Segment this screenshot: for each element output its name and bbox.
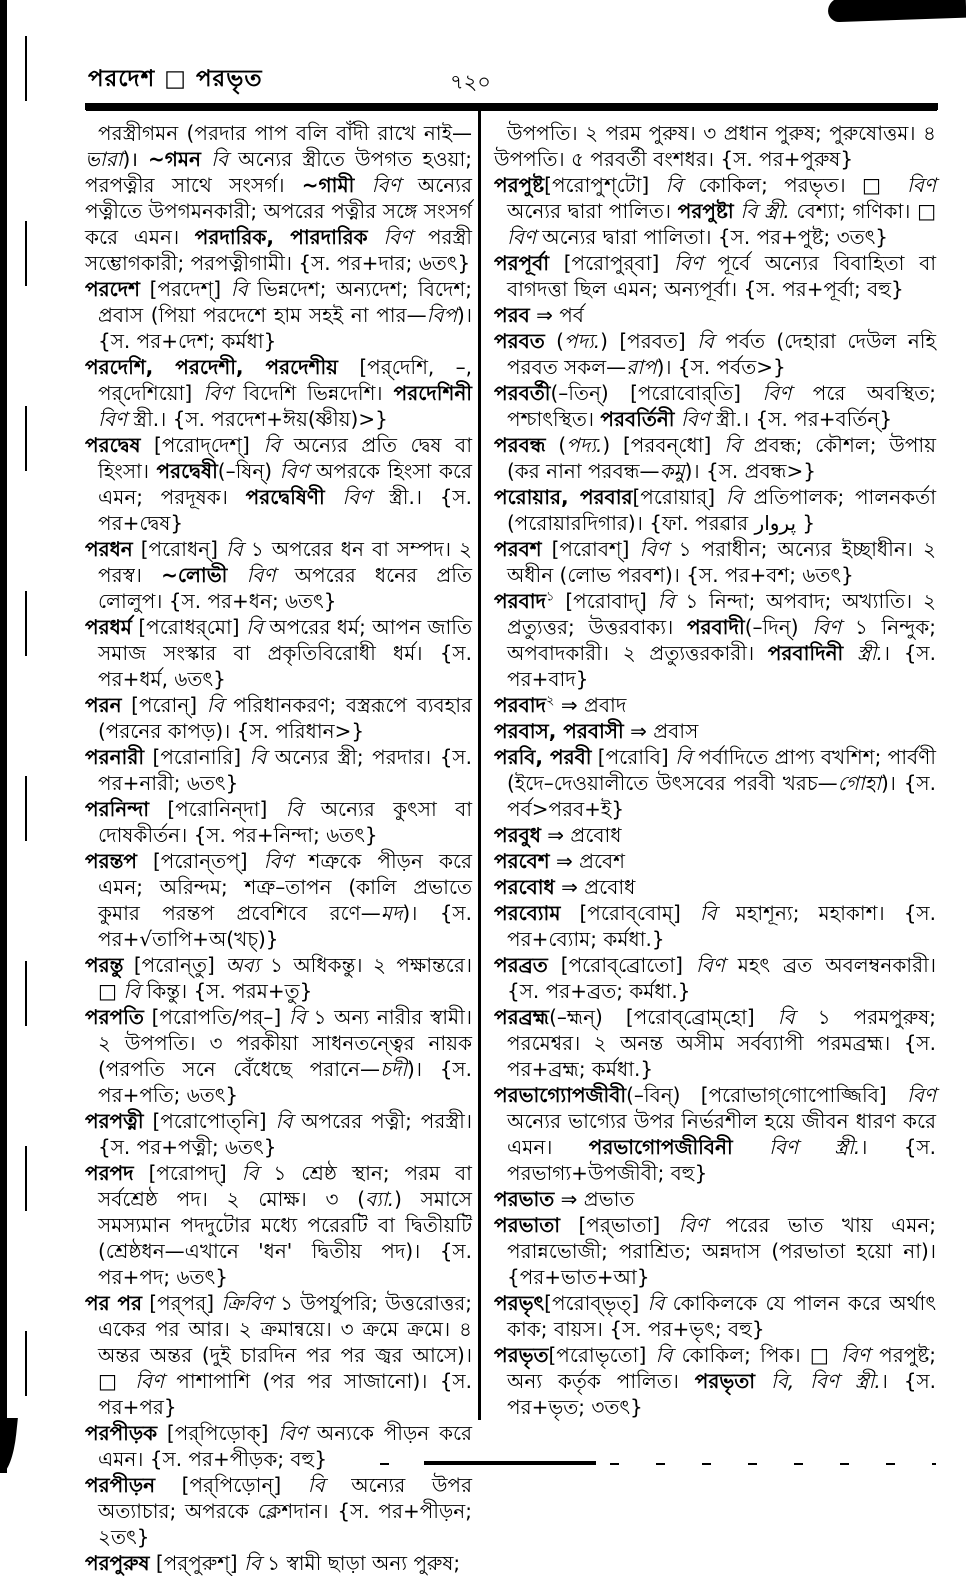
headword: পরভাতা [494, 1213, 561, 1237]
label-text: কমু [659, 459, 685, 483]
label-text: বিণ [278, 1421, 308, 1445]
headword: পরভৃতা [694, 1369, 756, 1393]
label-text: গোহা [837, 771, 881, 795]
dictionary-entry: পরপত্নী [পরোপোত্‌নি] বি অপরের পত্নী; পরস্ত্রী। {স. পর+পত্নী; ৬তৎ} [85, 1109, 472, 1159]
label-text: স্ত্রী. [763, 199, 790, 223]
label-text: বিণ [383, 225, 413, 249]
label-text: রাপ [626, 355, 657, 379]
headword: পরভাত [494, 1187, 555, 1211]
guide-words: পরদেশ □ পরভৃত [88, 66, 263, 92]
headword: পরব্রহ্ম [494, 1005, 550, 1029]
label-text: বি [740, 199, 758, 223]
label-text: বিণ [507, 225, 536, 249]
label-text: বি [307, 1473, 325, 1497]
label-text: বিণ [342, 485, 372, 509]
label-text: বিণ [135, 1369, 165, 1393]
dictionary-entry: পরধন [পরোধন্] বি ১ অপরের ধন বা সম্পদ। ২ পরস্ব। ~লোভী বিণ অপরের ধনের প্রতি লোলুপ। {স. পর+ধন; ৬তৎ} [85, 537, 472, 613]
headword: পর পর [85, 1291, 143, 1315]
headword: পরবি, পরবী [494, 745, 592, 769]
label-text: বিপ [426, 303, 458, 327]
dictionary-entry: পরোয়ার, পরবার[পরোয়ার্] বি প্রতিপালক; পালনকর্তা (পরোয়ারদিগার)। {ফা. পরৱার پروار } [494, 485, 936, 535]
headword: পরপতি [85, 1005, 144, 1029]
dictionary-entry: পরন্তপ [পরোন্‌তপ্] বিণ শত্রুকে পীড়ন করে এমন; অরিন্দম; শত্রু–তাপন (কালি প্রভাতে কুমার পরন্তপ প্রবেশিবে রণে—মদ)। {স. পর+√তাপি+অ(খচ্)} [85, 849, 472, 951]
entry-continuation: পরস্ত্রীগমন (পরদার পাপ বলি বাঁদী রাখে নাই—ভারা)। ~গমন বি অন্যের স্ত্রীতে উপগত হওয়া; পরপত্নীর সাথে সংসর্গ। ~গামী বিণ অন্যের পত্নীতে উপগমনকারী; অপরের পত্নীর সঙ্গে সংসর্গ করে এমন। পরদারিক, পারদারিক বিণ পরস্ত্রী সম্ভোগকারী; পরপত্নীগামী। {স. পর+দার; ৬তৎ} [85, 121, 473, 275]
homograph-superscript: ২ [546, 693, 555, 709]
label-text: বি [246, 615, 263, 639]
headword: পরব [494, 303, 530, 327]
headword: পরবর্তী [494, 381, 551, 405]
dictionary-entry: পরবন্ধ (পদ্য.) [পরবন্‌ধো] বি প্রবন্ধ; কৌশল; উপায় (কর নানা পরবন্ধ—কমু)। {স. প্রবন্ধ>} [494, 433, 936, 483]
headword: পরপত্নী [85, 1109, 144, 1133]
dictionary-entry: পরব্রহ্ম(–হ্মন্) [পরোব্‌ব্রোম্‌হো] বি ১ পরমপুরুষ; পরমেশ্বর। ২ অনন্ত অসীম সর্বব্যাপী পরমব্রহ্ম। {স. পর+ব্রহ্ম; কর্মধা.} [494, 1005, 936, 1081]
headword: ~গামী [301, 173, 355, 197]
label-text: বি [697, 329, 714, 353]
dictionary-entry: পরদেশি, পরদেশী, পরদেশীয় [পর্‌দেশি, –, পর্‌দেশিয়ো] বিণ বিদেশি ভিন্নদেশি। পরদেশিনী বিণ স্ত্রী.। {স. পরদেশ+ঈয়(ষ্ণীয়)>} [85, 355, 472, 431]
label-text: বি, বিণ [770, 1369, 839, 1393]
headword: পরন্তু [85, 953, 124, 977]
headword: পরদ্বেষী [156, 459, 218, 483]
dictionary-entry: পরপুরুষ [পর্‌পুরুশ্] বি ১ স্বামী ছাড়া অন্য পুরুষ; [85, 1551, 461, 1575]
label-text: বিণ [673, 251, 703, 275]
label-text: বিণ [639, 537, 669, 561]
dictionary-entry: পরবেশ ⇒ প্রবেশ [494, 849, 625, 873]
headword: পরদ্বেষ [85, 433, 141, 457]
headword: পরপদ [85, 1161, 134, 1185]
dictionary-entry: পরধর্ম [পরোধর্‌মো] বি অপরের ধর্ম; আপন জাতি সমাজ সংস্কার বা প্রকৃতিবিরোধী ধর্ম। {স. পর+ধর্ম, ৬তৎ} [85, 615, 473, 691]
label-text: বিণ [279, 459, 309, 483]
label-text: বি [724, 433, 741, 457]
dictionary-entry: পর পর [পর্‌পর্] ক্রিবিণ ১ উপর্যুপরি; উত্তরোত্তর; একের পর আর। ২ ক্রমান্বয়ে। ৩ ক্রমে ক্রমে। ৪ অন্তর অন্তর (দুই চারদিন পর পর জ্বর আসে)। □ বিণ পাশাপাশি (পর পর সাজানো)। {স. পর+পর} [85, 1291, 472, 1419]
label-text: বিণ [203, 381, 233, 405]
headword: পরপূর্বা [494, 251, 550, 275]
headword: পরপুষ্টা [677, 199, 734, 223]
running-head [88, 60, 938, 100]
label-text: বি [206, 693, 224, 717]
headword: পরবুধ [494, 823, 541, 847]
label-text: বি [243, 1551, 261, 1575]
dictionary-entry: পরপীড়ন [পর্‌পিড়োন্] বি অন্যের উপর অত্যাচার; অপরকে ক্লেশদান। {স. পর+পীড়ন; ২তৎ} [85, 1473, 473, 1549]
headword: পরন [85, 693, 122, 717]
headword: পরন্তপ [85, 849, 137, 873]
header-rule [85, 103, 938, 110]
label-text: ভারা [85, 147, 123, 171]
label-text: বিণ [678, 1213, 708, 1237]
dictionary-entry: পরবাস, পরবাসী ⇒ প্রবাস [494, 719, 699, 743]
headword: পরবাদী [686, 615, 745, 639]
dictionary-entry: পরব ⇒ পর্ব [494, 303, 584, 327]
label-text: স্ত্রী. [834, 1135, 861, 1159]
headword: পরব্যোম [494, 901, 561, 925]
dictionary-entry: পরদেশ [পরদেশ্] বি ভিন্নদেশ; অন্যদেশ; বিদেশ; প্রবাস (পিয়া পরদেশে হাম সহই না পার—বিপ)। {স. পর+দেশ; কর্মধা} [85, 277, 472, 353]
label-text: বি [211, 147, 228, 171]
label-text: ক্রিবিণ [221, 1291, 273, 1315]
dictionary-entry: পরদ্বেষ [পরোদ্‌দেশ্] বি অন্যের প্রতি দ্বেষ বা হিংসা। পরদ্বেষী(–ষিন্) বিণ অপরকে হিংসা করে এমন; পরদূষক। পরদ্বেষিণী বিণ স্ত্রী.। {স. পর+দ্বেষ} [85, 433, 472, 535]
label-text: বি [665, 173, 683, 197]
label-text: বি [699, 901, 717, 925]
label-text: স্ত্রী. [854, 1369, 881, 1393]
headword: পরবত [494, 329, 545, 353]
dictionary-entry: পরবুধ ⇒ প্রবোধ [494, 823, 622, 847]
label-text: ব্যা. [365, 1187, 395, 1211]
headword: ~লোভী [161, 563, 228, 587]
label-text: বি [288, 1005, 306, 1029]
headword: পরবর্তিনী [600, 407, 675, 431]
dictionary-entry: পরবর্তী(–তিন্) [পরোবোর্‌তি] বিণ পরে অবস্থিত; পশ্চাৎস্থিত। পরবর্তিনী বিণ স্ত্রী.। {স. পর+বর্তিন্} [494, 381, 936, 431]
column-divider [478, 110, 481, 1420]
headword: পরদেশ [85, 277, 140, 301]
binding-shadow-artifact [0, 0, 7, 1473]
dictionary-entry: পরবোধ ⇒ প্রবোধ [494, 875, 636, 899]
label-text: বিণ [812, 615, 842, 639]
dictionary-entry: পরপূর্বা [পরোপুর্‌বা] বিণ পূর্বে অন্যের বিবাহিতা বা বাগদত্তা ছিল এমন; অন্যপূর্বা। {স. পর+পূর্বা; বহু} [494, 251, 936, 301]
headword: পরনারী [85, 745, 145, 769]
label-text: বি [777, 1005, 795, 1029]
label-text: বিণ [98, 407, 127, 431]
headword: পরভাগোপজীবিনী [588, 1135, 733, 1159]
label-text: পদ্য. [563, 329, 601, 353]
entry-continuation: উপপতি। ২ পরম পুরুষ। ৩ প্রধান পুরুষ; পুরুষোত্তম। ৪ উপপতি। ৫ পরবর্তী বংশধর। {স. পর+পুরুষ} [494, 121, 936, 171]
left-column [85, 120, 473, 1575]
dictionary-entry: পরভাতা [পর্‌ভাতা] বিণ পরের ভাত খায় এমন; পরান্নভোজী; পরাশ্রিত; অন্নদাস (পরভাতা হয়ো না)। {পর+ভাত+আ} [494, 1213, 936, 1289]
dictionary-entry: পরপতি [পরোপতি/পর্‌–] বি ১ অন্য নারীর স্বামী। ২ উপপতি। ৩ পরকীয়া সাধনতন্ত্বের নায়ক (পরপতি সনে বেঁধেছে পরানে—চদী)। {স. পর+পতি; ৬তৎ} [85, 1005, 472, 1107]
headword: পরধর্ম [85, 615, 132, 639]
headword: পরবাদ [494, 693, 547, 717]
dictionary-entry: পরবত (পদ্য.) [পরবত] বি পর্বত (দেহারা দেউল নহি পরবত সকল—রাপ)। {স. পর্বত>} [494, 329, 936, 379]
label-text: বি [230, 277, 248, 301]
label-text: বি [647, 1291, 665, 1315]
dictionary-entry: পরনিন্দা [পরোনিন্‌দা] বি অন্যের কুৎসা বা দোষকীর্তন। {স. পর+নিন্দা; ৬তৎ} [85, 797, 472, 847]
label-text: বি [655, 1343, 673, 1367]
dictionary-entry: পরভৃৎ[পরোব্‌ভৃত্] বি কোকিলকে যে পালন করে অর্থাৎ কাক; বায়স। {স. পর+ভৃৎ; বহু} [494, 1291, 937, 1341]
headword: পরভাগ্যোপজীবী [494, 1083, 627, 1107]
label-text: মদ [380, 901, 403, 925]
headword: পরপুষ্ট [494, 173, 545, 197]
headword: পরভৃত [494, 1343, 549, 1367]
label-text: বিণ [371, 173, 401, 197]
dictionary-entry: পরপীড়ক [পর্‌পিড়োক্] বিণ অন্যকে পীড়ন করে এমন। {স. পর+পীড়ক; বহু} [85, 1421, 472, 1471]
label-text: বি [285, 797, 303, 821]
headword: পরবাস, পরবাসী [494, 719, 624, 743]
label-text: বিণ [769, 1135, 799, 1159]
headword: পরদেশিনী [393, 381, 472, 405]
headword: পরভৃৎ [494, 1291, 545, 1315]
headword: পরবশ [494, 537, 542, 561]
headword: পরদ্বেষিণী [245, 485, 325, 509]
dictionary-entry: পরবি, পরবী [পরোবি] বি পর্বাদিতে প্রাপ্য বখশিশ; পার্বণী (ইদে–দেওয়ালীতে উৎসবের পরবী খরচ—গোহা)। {স. পর্ব>পরব+ই} [494, 745, 937, 821]
headword: পরপীড়ন [85, 1473, 156, 1497]
label-text: বি [249, 745, 267, 769]
margin-line-artifact [25, 36, 27, 1436]
dictionary-entry: পরন্তু [পরোন্‌তু] অব্য ১ অধিকন্তু। ২ পক্ষান্তরে। □ বি কিন্তু। {স. পরম+তু} [85, 953, 472, 1003]
headword: পরবোধ [494, 875, 555, 899]
headword: পরবাদিনী [767, 641, 844, 665]
label-text: বিণ [907, 173, 936, 197]
headword: পরপীড়ক [85, 1421, 158, 1445]
label-text: বিণ [680, 407, 710, 431]
label-text: স্ত্রী. [856, 641, 883, 665]
label-text: বিণ [246, 563, 276, 587]
dictionary-entry: পরনারী [পরোনারি] বি অন্যের স্ত্রী; পরদার। {স. পর+নারী; ৬তৎ} [85, 745, 472, 795]
dictionary-entry: পরভৃত[পরোভৃতো] বি কোকিল; পিক। □ বিণ পরপুষ্ট; অন্য কর্তৃক পালিত। পরভৃতা বি, বিণ স্ত্রী.। {স. পর+ভৃত; ৩তৎ} [494, 1343, 937, 1419]
homograph-superscript: ১ [546, 589, 555, 605]
label-text: অব্য [225, 953, 260, 977]
headword: পরবাদ [494, 589, 547, 613]
label-text: বি [123, 979, 141, 1003]
bottom-edge-dashes-artifact [380, 1463, 936, 1465]
headword: ~গমন [148, 147, 201, 171]
headword: পরোয়ার, পরবার [494, 485, 633, 509]
dictionary-entry: পরপদ [পরোপদ্] বি ১ শ্রেষ্ঠ স্থান; পরম বা সর্বশ্রেষ্ঠ পদ। ২ মোক্ষ। ৩ (ব্যা.) সমাসে সমস্যমান পদদুটোর মধ্যে পরেরটি বা দ্বিতীয়টি (শ্রেষ্ঠধন—এখানে 'ধন' দ্বিতীয় পদ)। {স. পর+পদ; ৬তৎ} [85, 1161, 473, 1289]
label-text: বিণ [907, 1083, 936, 1107]
label-text: বিণ [695, 953, 725, 977]
dictionary-entry: পরবাদ$^১$ [পরোবাদ্] বি ১ নিন্দা; অপবাদ; অখ্যাতি। ২ প্রত্যুত্তর; উত্তরবাক্য। পরবাদী(–দিন্) বিণ ১ নিন্দুক; অপবাদকারী। ২ প্রত্যুত্তরকারী। পরবাদিনী স্ত্রী.। {স. পর+বাদ} [494, 589, 936, 691]
label-text: পদ্য. [566, 433, 603, 457]
headword: পরধন [85, 537, 133, 561]
dictionary-entry: পরভাত ⇒ প্রভাত [494, 1187, 635, 1211]
headword: পরদারিক, পারদারিক [194, 225, 368, 249]
corner-smudge-artifact [828, 0, 966, 22]
dictionary-entry: পরবশ [পরোবশ্] বিণ ১ পরাধীন; অন্যের ইচ্ছাধীন। ২ অধীন (লোভ পরবশ)। {স. পর+বশ; ৬তৎ} [494, 537, 937, 587]
label-text: বি [275, 1109, 293, 1133]
dictionary-entry: পরভাগ্যোপজীবী(–বিন্) [পরোভাগ্‌গোপোজ্জিবি] বিণ অন্যের ভাগ্যের উপর নির্ভরশীল হয়ে জীবন ধারণ করে এমন। পরভাগোপজীবিনী বিণ স্ত্রী.। {স. পরভাগ্য+উপজীবী; বহু} [494, 1083, 937, 1185]
headword: পরদেশি, পরদেশী, পরদেশীয় [85, 355, 338, 379]
label-text: বিণ [762, 381, 792, 405]
label-text: বিণ [263, 849, 293, 873]
headword: পরপুরুষ [85, 1551, 150, 1575]
headword: পরব্রত [494, 953, 548, 977]
headword: পরবন্ধ [494, 433, 546, 457]
dictionary-entry: পরবাদ$^২$ ⇒ প্রবাদ [494, 693, 627, 717]
headword: পরবেশ [494, 849, 550, 873]
dictionary-entry: পরন [পরোন্] বি পরিধানকরণ; বস্ত্ররূপে ব্যবহার (পরনের কাপড়)। {স. পরিধান>} [85, 693, 472, 743]
label-text: বি [241, 1161, 259, 1185]
label-text: বি [657, 589, 675, 613]
headword: পরনিন্দা [85, 797, 150, 821]
label-text: বি [725, 485, 743, 509]
label-text: বিণ [840, 1343, 870, 1367]
dictionary-entry: পরপুষ্ট[পরোপুশ্‌টো] বি কোকিল; পরভৃত। □ বিণ অন্যের দ্বারা পালিত। পরপুষ্টা বি স্ত্রী. বেশ্যা; গণিকা। □ বিণ অন্যের দ্বারা পালিতা। {স. পর+পুষ্ট; ৩তৎ} [494, 173, 936, 249]
label-text: বি [263, 433, 281, 457]
dictionary-entry: পরব্রত [পরোব্‌ব্রোতো] বিণ মহৎ ব্রত অবলম্বনকারী। {স. পর+ব্রত; কর্মধা.} [494, 953, 936, 1003]
label-text: চদী [380, 1057, 408, 1081]
label-text: বি [675, 745, 692, 769]
label-text: বি [225, 537, 243, 561]
right-column [494, 120, 936, 1465]
dictionary-entry: পরব্যোম [পরোব্‌বোম্] বি মহাশূন্য; মহাকাশ। {স. পর+ব্যোম; কর্মধা.} [494, 901, 936, 951]
page-number: ৭২০ [450, 70, 491, 94]
